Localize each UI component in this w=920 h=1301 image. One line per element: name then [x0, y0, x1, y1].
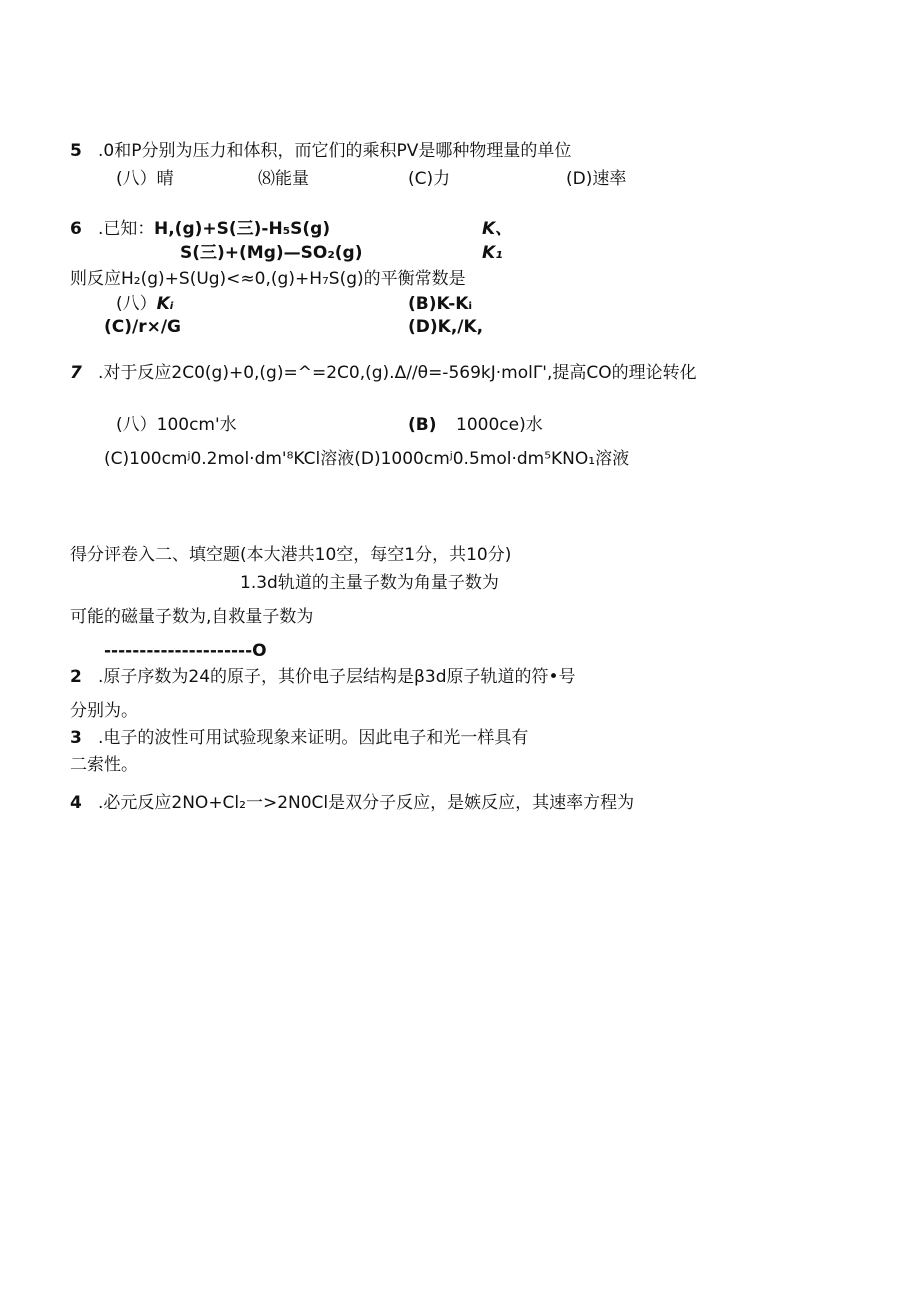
- fill-number: 4: [70, 793, 82, 813]
- fill-number: 3: [70, 728, 82, 748]
- fill-3-line-1: .电子的波性可用试验现象来证明。因此电子和光一样具有: [98, 728, 529, 748]
- fill-2: [70, 666, 576, 688]
- fill-1-line-3: ---------------------O: [104, 641, 267, 661]
- q6-option-d: (D)K,/K,: [408, 317, 484, 337]
- q7-option-a: (八）100cm'水: [116, 415, 237, 435]
- fill-number: 2: [70, 667, 82, 687]
- fill-3-line-2: 二索性。: [70, 755, 138, 775]
- q5-option-d: (D)速率: [566, 169, 627, 189]
- fill-1-line-2: 可能的磁量子数为,自救量子数为: [70, 607, 314, 627]
- q5-option-a: (八）晴: [116, 169, 174, 189]
- question-number: 7: [70, 363, 82, 383]
- fill-3: [70, 727, 528, 749]
- question-text: .0和P分别为压力和体积，而它们的乘积PV是哪种物理量的单位: [98, 141, 572, 161]
- fill-1-line-1: 1.3d轨道的主量子数为角量子数为: [240, 573, 499, 593]
- section-2-heading: 得分评卷入二、填空题(本大港共10空，每空1分，共10分): [70, 545, 512, 565]
- q7-option-c-d: (C)100cmʲ0.2mol·dm'⁸KCl溶液(D)1000cmʲ0.5mol·dm⁵KNO₁溶液: [104, 449, 630, 469]
- question-number: 5: [70, 141, 82, 161]
- q6-option-a-label: (八）: [116, 294, 157, 314]
- q6-option-b: (B)K-Kᵢ: [408, 294, 473, 314]
- question-5: [70, 140, 571, 162]
- question-number: 6: [70, 219, 82, 239]
- q6-equation-1: H,(g)+S(三)-H₅S(g): [154, 219, 331, 239]
- q6-constant-2: K₁: [482, 243, 503, 263]
- q6-option-c: (C)/r×/G: [104, 317, 182, 337]
- q7-option-b-label: (B): [408, 415, 437, 435]
- question-6: [70, 218, 154, 240]
- question-text: .对于反应2C0(g)+0,(g)=^=2C0,(g).Δ//θ=-569kJ·molΓ',提高CO的理论转化: [98, 363, 697, 383]
- fill-4: [70, 792, 634, 814]
- q5-option-c: (C)力: [408, 169, 451, 189]
- q6-reaction-line: 则反应H₂(g)+S(Ug)<≈0,(g)+H₇S(g)的平衡常数是: [70, 269, 466, 289]
- q6-option-a-value: Kᵢ: [156, 294, 174, 314]
- q6-equation-2: S(三)+(Mg)—SO₂(g): [180, 243, 363, 263]
- question-text: .已知：: [98, 219, 155, 239]
- q7-option-b: 1000ce)水: [456, 415, 543, 435]
- q5-option-b: ⑻能量: [258, 169, 309, 189]
- q6-option-a: [116, 293, 174, 315]
- fill-2-line-2: 分别为。: [70, 701, 138, 721]
- q6-constant-1: K、: [482, 219, 513, 239]
- question-7: [70, 362, 697, 384]
- fill-4-line-1: .必元反应2NO+Cl₂一>2N0Cl是双分子反应，是嫉反应，其速率方程为: [98, 793, 635, 813]
- fill-2-line-1: .原子序数为24的原子，其价电子层结构是β3d原子轨道的符•号: [98, 667, 576, 687]
